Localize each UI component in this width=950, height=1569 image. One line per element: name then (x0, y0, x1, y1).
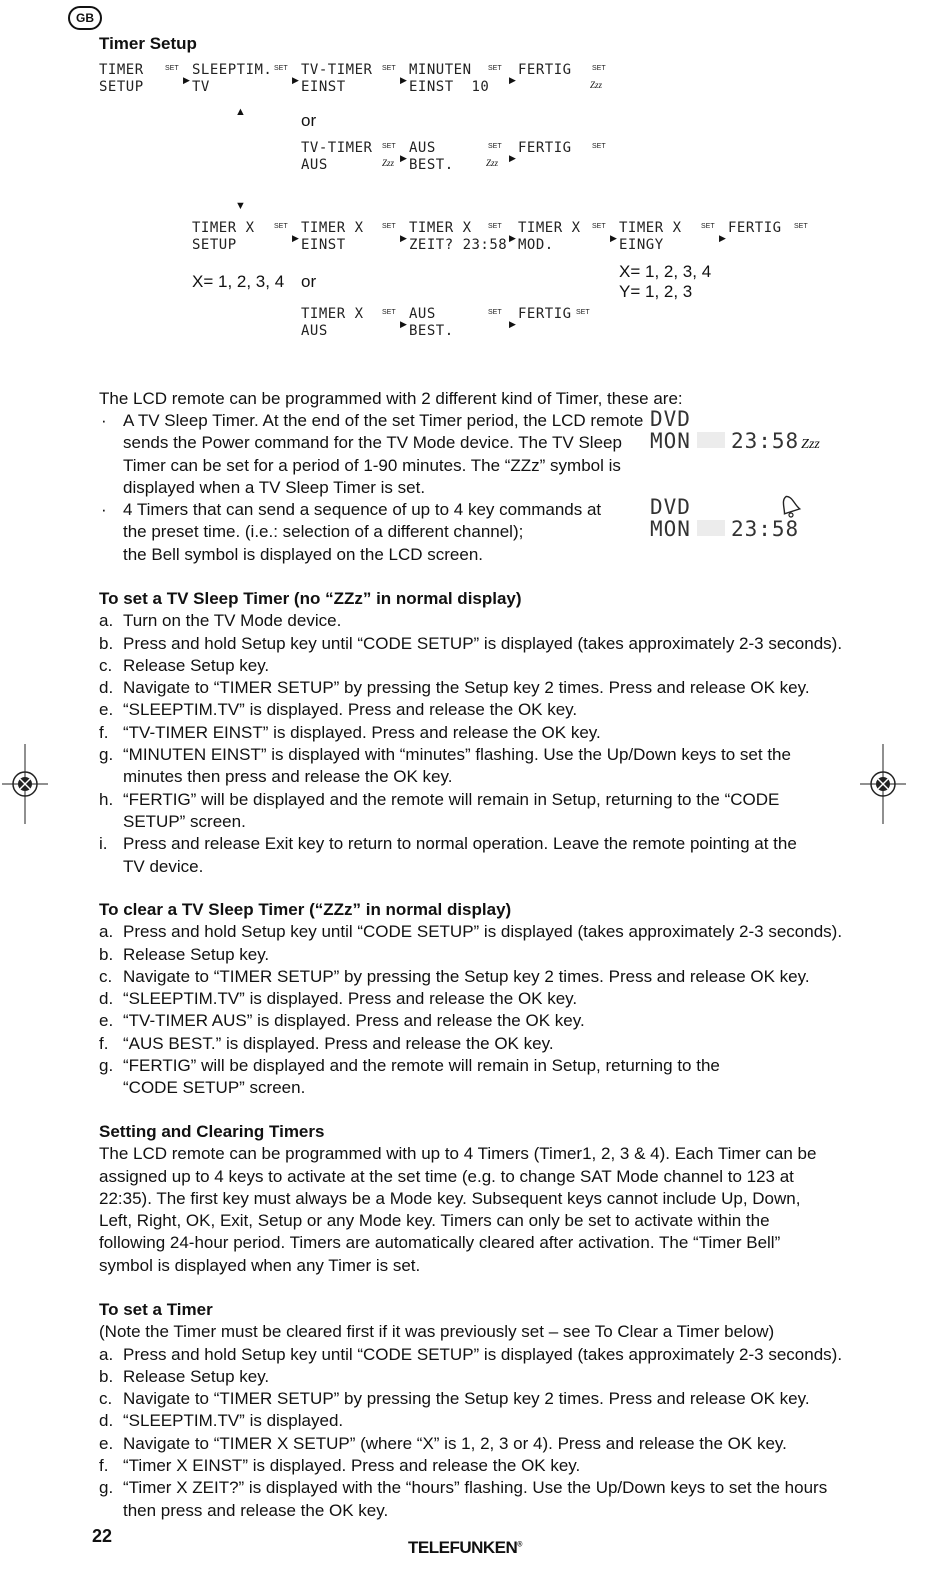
step-text: SETUP” screen. (123, 811, 246, 831)
step-letter: g. (99, 1056, 114, 1076)
or-label-1: or (301, 111, 317, 130)
step-item (99, 988, 889, 1010)
step-text: “TV-TIMER AUS” is displayed. Press and release the OK key. (123, 1011, 585, 1031)
section-title: Timer Setup (99, 34, 197, 53)
step-text: Press and hold Setup key until “CODE SETUP” is displayed (takes approximately 2-3 seconds). (123, 1344, 843, 1364)
lcd-step-line1: TV-TIMER (301, 62, 373, 78)
step-text: “CODE SETUP” screen. (123, 1078, 306, 1098)
lcd-time: 23:58 (730, 517, 800, 541)
step-letter: f. (99, 1033, 109, 1053)
set-label: SET (576, 309, 590, 316)
registration-mark-right (860, 744, 906, 824)
bullet-dot: · (101, 411, 107, 430)
step-item (99, 1055, 889, 1100)
step-letter: i. (99, 834, 108, 854)
lcd-step-line2: SETUP (99, 79, 144, 95)
step-text: Press and hold Setup key until “CODE SETUP” is displayed (takes approximately 2-3 seconds). (123, 633, 843, 653)
step-item (99, 966, 889, 988)
step-letter: b. (99, 944, 114, 964)
step-letter: c. (99, 655, 113, 675)
registered-mark: ® (517, 1541, 522, 1549)
arrow-right-icon: ▶ (509, 75, 516, 85)
step-letter: e. (99, 1011, 114, 1031)
step-item (99, 610, 889, 632)
lcd-step-line1: TIMER X (409, 220, 472, 236)
step-item (99, 921, 889, 943)
lcd-step-line1: FERTIG (518, 62, 572, 78)
step-letter: d. (99, 678, 114, 698)
arrow-right-icon: ▶ (292, 233, 299, 243)
lcd-step-line1: TIMER X (518, 220, 581, 236)
lcd-day: MON (650, 429, 691, 453)
set-label: SET (592, 223, 606, 230)
set-label: SET (488, 309, 502, 316)
step-text: “SLEEPTIM.TV” is displayed. Press and release the OK key. (123, 700, 578, 720)
set-label: SET (488, 143, 502, 150)
step-letter: a. (99, 611, 114, 631)
step-text: Release Setup key. (123, 655, 270, 675)
bullet-item (99, 410, 643, 499)
step-item (99, 1455, 889, 1477)
lcd-step-line2: EINST (301, 79, 346, 95)
set-label: SET (382, 223, 396, 230)
lcd-blank (697, 432, 725, 448)
bullet-list (99, 410, 643, 566)
lcd-step-line2: BEST. (409, 323, 454, 339)
step-letter: e. (99, 700, 114, 720)
step-letter: f. (99, 1456, 109, 1476)
lcd-step-line2: TV (192, 79, 210, 95)
lcd-time-row (650, 518, 810, 540)
page-number: 22 (92, 1526, 113, 1546)
lcd-step-line2: AUS (301, 323, 328, 339)
steps-list (99, 921, 889, 1099)
lcd-mode: DVD (650, 407, 691, 431)
step-letter: d. (99, 989, 114, 1009)
step-text: Press and hold Setup key until “CODE SETUP” is displayed (takes approximately 2-3 seconds). (123, 922, 843, 942)
step-item (99, 789, 889, 834)
bullet-item (99, 499, 643, 566)
arrow-right-icon: ▶ (610, 233, 617, 243)
step-text: “MINUTEN EINST” is displayed with “minutes” flashing. Use the Up/Down keys to set the (123, 745, 791, 765)
lcd-step-line2: ZEIT? 23:58 (409, 237, 508, 253)
bullet-line: the Bell symbol is displayed on the LCD screen. (123, 544, 484, 564)
zzz-icon: Zzz (801, 437, 820, 452)
section-clear-sleep-timer (99, 899, 889, 1100)
or-label-2: or (301, 272, 317, 291)
step-text: Navigate to “TIMER SETUP” by pressing the Setup key 2 times. Press and release OK key. (123, 1389, 810, 1409)
section-heading: To clear a TV Sleep Timer (“ZZz” in normal display) (99, 900, 512, 919)
paragraph-line: symbol is displayed when any Timer is set. (99, 1255, 421, 1275)
step-text: Press and release Exit key to return to normal operation. Leave the remote pointing at the (123, 834, 797, 854)
lcd-step-line2: EINST (301, 237, 346, 253)
bullet-line: sends the Power command for the TV Mode device. The TV Sleep (123, 433, 622, 453)
step-letter: f. (99, 722, 109, 742)
lcd-display-sleep (650, 408, 820, 453)
paragraph-line: Left, Right, OK, Exit, Setup or any Mode key. Timers can only be set to activate within the (99, 1211, 770, 1231)
bullet-line: A TV Sleep Timer. At the end of the set Timer period, the LCD remote (123, 411, 644, 430)
zzz-icon: Zzz (382, 158, 395, 168)
section-setting-clearing (99, 1121, 889, 1277)
arrow-down-icon: ▼ (235, 200, 246, 212)
step-text: “Timer X EINST” is displayed. Press and release the OK key. (123, 1456, 581, 1476)
step-text: Release Setup key. (123, 944, 270, 964)
lcd-step-line1: AUS (409, 306, 436, 322)
bullet-line: 4 Timers that can send a sequence of up to 4 key commands at (123, 500, 602, 520)
registration-mark-left (2, 744, 48, 824)
arrow-right-icon: ▶ (400, 75, 407, 85)
lcd-time-row (650, 430, 820, 453)
step-item (99, 1366, 889, 1388)
step-item (99, 1033, 889, 1055)
step-item (99, 1433, 889, 1455)
section-heading: To set a Timer (99, 1300, 213, 1319)
set-label: SET (701, 223, 715, 230)
steps-list (99, 610, 889, 878)
section-heading: Setting and Clearing Timers (99, 1122, 325, 1141)
arrow-right-icon: ▶ (509, 233, 516, 243)
step-letter: d. (99, 1411, 114, 1431)
paragraph-line: assigned up to 4 keys to activate at the set time (e.g. to change SAT Mode channel to 123 at (99, 1166, 794, 1186)
step-text: “SLEEPTIM.TV” is displayed. (123, 1411, 344, 1431)
lcd-time: 23:58 (730, 429, 800, 453)
step-letter: a. (99, 1344, 114, 1364)
zzz-icon: Zzz (590, 80, 603, 90)
step-letter: g. (99, 1478, 114, 1498)
lcd-step-line1: FERTIG (518, 140, 572, 156)
step-letter: b. (99, 633, 114, 653)
lcd-step-line2: MOD. (518, 237, 554, 253)
set-label: SET (794, 223, 808, 230)
lcd-step-line1: TV-TIMER (301, 140, 373, 156)
x-values-note: X= 1, 2, 3, 4 (192, 272, 285, 291)
step-item (99, 699, 889, 721)
lcd-step-line1: TIMER (99, 62, 144, 78)
step-item (99, 1344, 889, 1366)
step-item (99, 1477, 889, 1522)
lcd-step-line2: AUS (301, 157, 328, 173)
step-item (99, 744, 889, 789)
lcd-step-line1: TIMER X (301, 306, 364, 322)
step-text: TV device. (123, 856, 204, 876)
set-label: SET (382, 309, 396, 316)
lcd-display-timer (650, 496, 810, 540)
lcd-step-line2: BEST. (409, 157, 454, 173)
bullet-line: the preset time. (i.e.: selection of a different channel); (123, 522, 524, 542)
lcd-step-line2: SETUP (192, 237, 237, 253)
bullet-dot: · (101, 500, 107, 520)
step-item (99, 722, 889, 744)
arrow-right-icon: ▶ (509, 153, 516, 163)
step-letter: b. (99, 1366, 114, 1386)
step-item (99, 1388, 889, 1410)
lcd-day: MON (650, 517, 691, 541)
step-letter: g. (99, 745, 114, 765)
step-text: Release Setup key. (123, 1366, 270, 1386)
intro-text: The LCD remote can be programmed with 2 different kind of Timer, these are: (99, 389, 683, 408)
lcd-step-line1: SLEEPTIM. (192, 62, 273, 78)
set-label: SET (382, 143, 396, 150)
arrow-right-icon: ▶ (183, 75, 190, 85)
step-text: then press and release the OK key. (123, 1500, 389, 1520)
paragraph-line: following 24-hour period. Timers are automatically cleared after activation. The “Timer Bell” (99, 1233, 781, 1253)
step-item (99, 944, 889, 966)
step-text: minutes then press and release the OK key. (123, 767, 453, 787)
set-label: SET (488, 65, 502, 72)
arrow-right-icon: ▶ (292, 75, 299, 85)
set-label: SET (274, 65, 288, 72)
step-letter: c. (99, 966, 113, 986)
set-label: SET (592, 65, 606, 72)
step-letter: e. (99, 1433, 114, 1453)
lcd-step-line1: TIMER X (301, 220, 364, 236)
step-item (99, 655, 889, 677)
lcd-step-line2: EINST 10 (409, 79, 490, 95)
lcd-step-line1: MINUTEN (409, 62, 472, 78)
step-text: “FERTIG” will be displayed and the remote will remain in Setup, returning to the (123, 1056, 720, 1076)
step-letter: h. (99, 789, 114, 809)
lcd-blank (697, 520, 725, 536)
lcd-step-line1: AUS (409, 140, 436, 156)
lcd-step-line2: EINGY (619, 237, 664, 253)
bullet-line: displayed when a TV Sleep Timer is set. (123, 477, 426, 497)
arrow-right-icon: ▶ (400, 153, 407, 163)
language-badge: GB (68, 6, 102, 30)
step-item (99, 1010, 889, 1032)
step-letter: c. (99, 1389, 113, 1409)
lcd-step-line1: FERTIG (518, 306, 572, 322)
lcd-step-line1: TIMER X (619, 220, 682, 236)
paragraph-line: The LCD remote can be programmed with up to 4 Timers (Timer1, 2, 3 & 4). Each Timer can be (99, 1144, 817, 1164)
brand-logo (408, 1538, 522, 1558)
lcd-step-line1: FERTIG (728, 220, 782, 236)
arrow-up-icon: ▲ (235, 106, 246, 118)
step-item (99, 833, 889, 878)
bullet-line: Timer can be set for a period of 1-90 minutes. The “ZZz” symbol is (123, 455, 621, 475)
arrow-right-icon: ▶ (400, 233, 407, 243)
paragraph-line: 22:35). The first key must always be a Mode key. Subsequent keys cannot include Up, Down, (99, 1188, 801, 1208)
step-text: “Timer X ZEIT?” is displayed with the “hours” flashing. Use the Up/Down keys to set the hours (123, 1478, 828, 1498)
step-item (99, 633, 889, 655)
set-label: SET (165, 65, 179, 72)
step-text: “AUS BEST.” is displayed. Press and release the OK key. (123, 1033, 554, 1053)
arrow-right-icon: ▶ (719, 233, 726, 243)
step-letter: a. (99, 922, 114, 942)
step-item (99, 677, 889, 699)
section-heading: To set a TV Sleep Timer (no “ZZz” in normal display) (99, 589, 522, 608)
section-note: (Note the Timer must be cleared first if it was previously set – see To Clear a Timer below) (99, 1322, 775, 1342)
arrow-right-icon: ▶ (400, 319, 407, 329)
set-label: SET (488, 223, 502, 230)
lcd-mode: DVD (650, 495, 691, 519)
steps-list (99, 1344, 889, 1522)
lcd-step-line1: TIMER X (192, 220, 255, 236)
step-text: Navigate to “TIMER SETUP” by pressing the Setup key 2 times. Press and release OK key. (123, 678, 810, 698)
set-label: SET (274, 223, 288, 230)
xy-values-note-y: Y= 1, 2, 3 (619, 282, 693, 301)
arrow-right-icon: ▶ (509, 319, 516, 329)
set-label: SET (382, 65, 396, 72)
set-label: SET (592, 143, 606, 150)
step-text: Navigate to “TIMER X SETUP” (where “X” is 1, 2, 3 or 4). Press and release the OK key. (123, 1433, 787, 1453)
section-set-sleep-timer (99, 588, 889, 878)
step-text: “SLEEPTIM.TV” is displayed. Press and release the OK key. (123, 989, 578, 1009)
step-item (99, 1410, 889, 1432)
step-text: Navigate to “TIMER SETUP” by pressing the Setup key 2 times. Press and release OK key. (123, 966, 810, 986)
brand-text: TELEFUNKEN (408, 1538, 518, 1557)
xy-values-note-x: X= 1, 2, 3, 4 (619, 262, 712, 281)
section-set-timer (99, 1299, 889, 1522)
bell-icon (774, 490, 804, 520)
zzz-icon: Zzz (486, 158, 499, 168)
step-text: “TV-TIMER EINST” is displayed. Press and release the OK key. (123, 722, 601, 742)
step-text: “FERTIG” will be displayed and the remote will remain in Setup, returning to the “CODE (123, 789, 780, 809)
step-text: Turn on the TV Mode device. (123, 611, 342, 631)
